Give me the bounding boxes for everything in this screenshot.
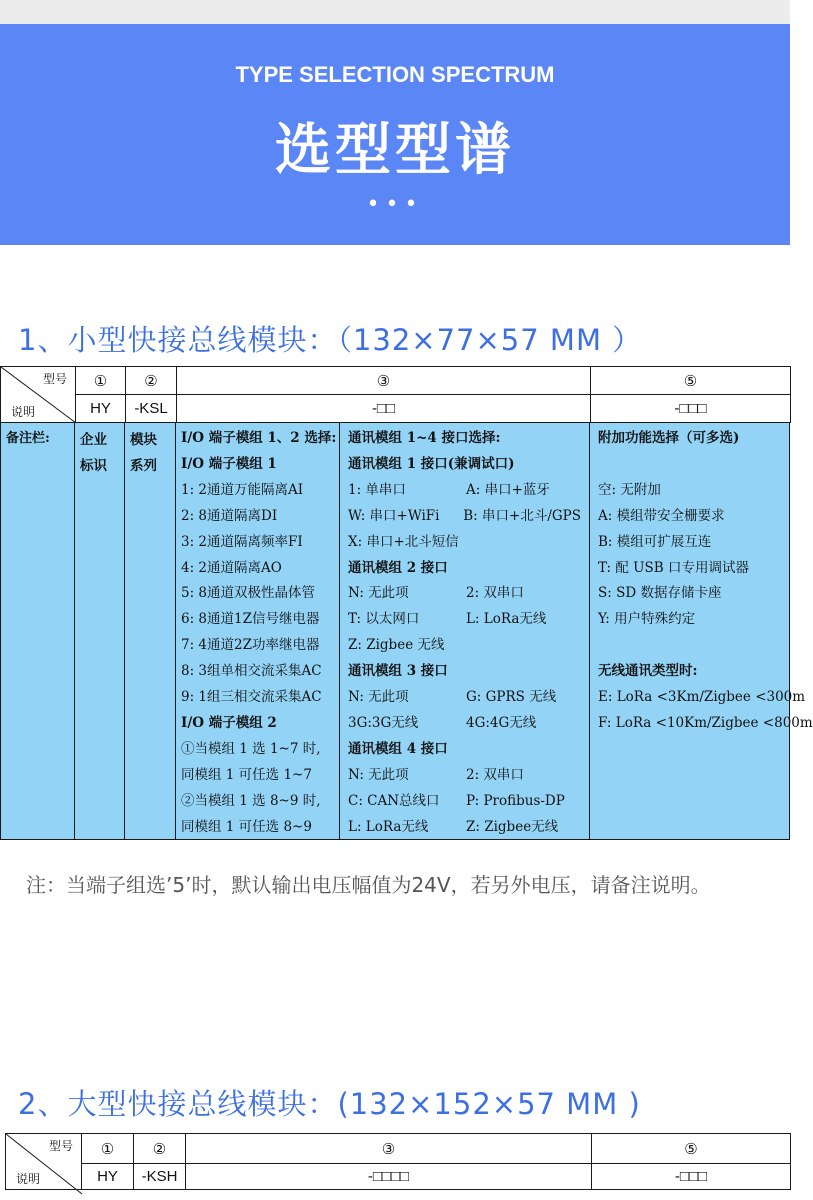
comm-option-line [348, 504, 581, 530]
io-option-line: 9: 1组三相交流采集AC [181, 689, 322, 706]
extra-option-line: A: 模组带安全栅要求 [598, 507, 725, 524]
diag-top-label: 型号 [42, 372, 67, 386]
comm-option-a: 1: 单串口 [348, 481, 406, 498]
comm-option-line [348, 530, 581, 556]
comm-option-line [348, 685, 581, 711]
comm-option-b: P: Profibus-DP [466, 792, 565, 809]
io-module-cell [176, 422, 340, 840]
comm-option-line [348, 556, 581, 582]
comm-option-a: 3G:3G无线 [348, 714, 419, 731]
io-option-line: ①当模组 1 选 1~7 时, [181, 740, 321, 757]
comm-option-b: 2: 双串口 [466, 585, 524, 602]
io-option-line: I/O 端子模组 2 [181, 714, 277, 731]
series-line: 系列 [130, 458, 157, 474]
io-option-line: 4: 2通道隔离AO [181, 559, 282, 576]
comm-option-line [348, 607, 581, 633]
top-strip [0, 0, 790, 24]
io-option-line: ②当模组 1 选 8~9 时, [181, 792, 321, 809]
io-option-line: 1: 2通道万能隔离AI [181, 481, 304, 498]
comm-option-b: 4G:4G无线 [466, 714, 537, 731]
extra-function-cell [590, 422, 813, 840]
header-2: ② [126, 367, 177, 395]
comm-option-line [348, 659, 581, 685]
comm-option-a: L: LoRa无线 [348, 818, 429, 835]
code-2: -KSH [134, 1164, 186, 1190]
diag-header-cell [6, 1134, 82, 1190]
extra-option-line: S: SD 数据存储卡座 [598, 585, 722, 602]
banner-title-zh: 选型型谱 [275, 118, 515, 183]
comm-option-line [348, 737, 581, 763]
code-5: -□□□ [591, 395, 791, 423]
comm-option-b: Z: Zigbee无线 [466, 818, 559, 835]
banner-dots: ••• [366, 192, 424, 217]
diag-bottom-label: 说明 [16, 1172, 41, 1186]
comm-option-line [348, 763, 581, 789]
diag-top-label: 型号 [48, 1139, 73, 1153]
io-option-line: 同模组 1 可任选 1~7 [181, 766, 312, 783]
code-3: -□□□□ [186, 1164, 592, 1190]
comm-option-line [348, 452, 581, 478]
io-option-line: 6: 8通道1Z信号继电器 [181, 611, 320, 628]
code-3: -□□ [177, 395, 591, 423]
header-5: ⑤ [592, 1134, 791, 1164]
header-2: ② [134, 1134, 186, 1164]
io-option-line: 5: 8通道双极性晶体管 [181, 585, 316, 602]
diag-header-cell [1, 367, 76, 423]
header-3: ③ [177, 367, 591, 395]
comm-option-b: G: GPRS 无线 [466, 689, 557, 706]
header-3: ③ [186, 1134, 592, 1164]
comm-option-b: 2: 双串口 [466, 766, 524, 783]
banner-title-en: TYPE SELECTION SPECTRUM [235, 62, 555, 87]
extra-option-line: 无线通讯类型时: [598, 663, 698, 680]
extra-option-line: F: LoRa <10Km/Zigbee <800m [598, 714, 813, 731]
comm-option-a: 通讯模组 1 接口(兼调试口) [348, 455, 515, 472]
comm-option-a: N: 无此项 [348, 585, 409, 602]
comm-option-a: Z: Zigbee 无线 [348, 637, 445, 654]
company-line: 企业 [80, 432, 107, 448]
extra-option-line: B: 模组可扩展互连 [598, 533, 712, 550]
comm-option-line [348, 815, 581, 841]
comm-option-a: T: 以太网口 [348, 611, 420, 628]
extra-option-line: T: 配 USB 口专用调试器 [598, 559, 749, 576]
series-cell [125, 422, 176, 840]
section1-table [0, 366, 791, 423]
io-option-line: 2: 8通道隔离DI [181, 507, 278, 524]
extra-option-line: 空: 无附加 [598, 481, 661, 498]
extra-option-line: 附加功能选择（可多选) [598, 430, 740, 446]
extra-option-line: Y: 用户特殊约定 [598, 611, 696, 628]
comm-option-a: 通讯模组 4 接口 [348, 740, 448, 757]
extra-option-line: E: LoRa <3Km/Zigbee <300m [598, 689, 806, 706]
comm-option-a: N: 无此项 [348, 689, 409, 706]
comm-option-a: X: 串口+北斗短信 [348, 533, 459, 550]
header-5: ⑤ [591, 367, 791, 395]
section1-title: 1、小型快接总线模块：（132×77×57 MM ） [18, 323, 643, 357]
comm-option-line [348, 581, 581, 607]
comm-option-b: B: 串口+北斗/GPS [463, 507, 581, 524]
company-cell [75, 422, 125, 840]
header-banner [0, 24, 790, 245]
remark-label: 备注栏: [6, 431, 50, 446]
io-option-line: 同模组 1 可任选 8~9 [181, 818, 312, 835]
series-line: 模块 [130, 432, 157, 448]
section1-table-body [0, 422, 813, 840]
comm-option-line [348, 426, 581, 452]
code-5: -□□□ [592, 1164, 791, 1190]
comm-option-a: N: 无此项 [348, 766, 409, 783]
comm-option-line [348, 633, 581, 659]
comm-option-a: 通讯模组 3 接口 [348, 663, 448, 680]
comm-option-b: A: 串口+蓝牙 [466, 481, 550, 498]
io-option-line: I/O 端子模组 1、2 选择: [181, 430, 337, 446]
extra-option-line [598, 452, 781, 478]
section1-note: 注：当端子组选’5’时，默认输出电压幅值为24V，若另外电压，请备注说明。 [26, 873, 711, 897]
extra-option-line [598, 633, 781, 659]
header-1: ① [82, 1134, 134, 1164]
comm-option-b: L: LoRa无线 [466, 611, 547, 628]
section2-title: 2、大型快接总线模块：(132×152×57 MM ) [18, 1087, 641, 1121]
code-1: HY [76, 395, 126, 423]
comm-module-cell [340, 422, 590, 840]
comm-option-a: 通讯模组 1~4 接口选择: [348, 430, 501, 446]
code-2: -KSL [126, 395, 177, 423]
comm-option-a: W: 串口+WiFi [348, 507, 440, 524]
comm-option-a: 通讯模组 2 接口 [348, 559, 448, 576]
comm-option-line [348, 711, 581, 737]
code-1: HY [82, 1164, 134, 1190]
comm-option-line [348, 478, 581, 504]
io-option-line: 3: 2通道隔离频率FI [181, 533, 303, 550]
comm-option-line [348, 789, 581, 815]
remark-cell [0, 422, 75, 840]
section2-table [5, 1133, 791, 1190]
header-1: ① [76, 367, 126, 395]
io-option-line: 8: 3组单相交流采集AC [181, 663, 322, 680]
comm-option-a: C: CAN总线口 [348, 792, 440, 809]
io-option-line: 7: 4通道2Z功率继电器 [181, 637, 320, 654]
diag-bottom-label: 说明 [11, 405, 36, 419]
company-line: 标识 [80, 458, 107, 474]
io-option-line: I/O 端子模组 1 [181, 455, 277, 472]
